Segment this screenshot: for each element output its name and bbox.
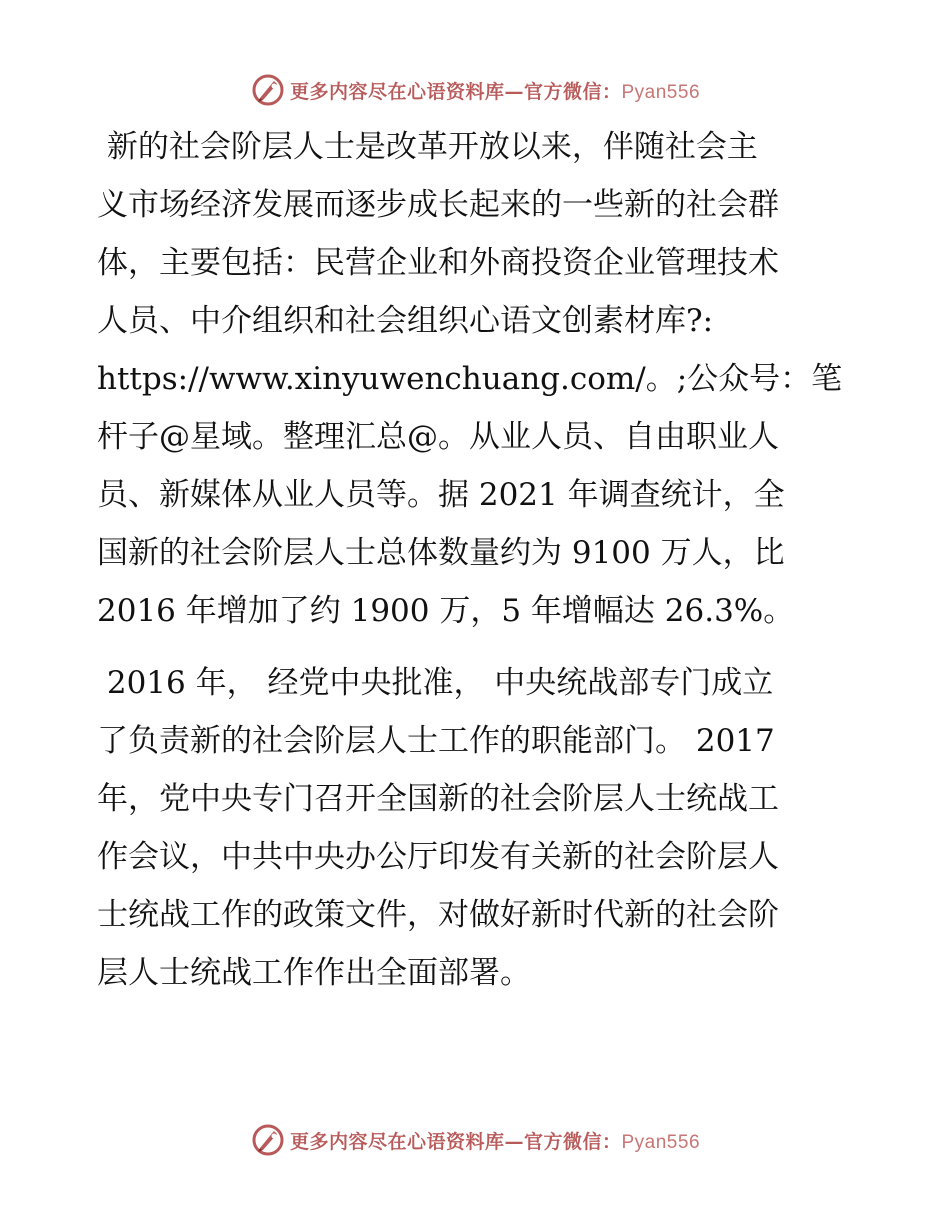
banner-text [290, 77, 700, 104]
text-line: 国新的社会阶层人士总体数量约为 9100 万人，比 [97, 535, 785, 571]
banner-wechat-id: Pyan556 [621, 1131, 701, 1153]
banner-text [290, 1127, 700, 1154]
footer-banner [0, 1120, 950, 1160]
banner-main-text: 更多内容尽在心语资料库—官方微信： [289, 80, 622, 103]
banner-main-text: 更多内容尽在心语资料库—官方微信： [289, 1130, 622, 1153]
text-line: 体，主要包括：民营企业和外商投资企业管理技术 [97, 245, 779, 281]
text-line: 员、新媒体从业人员等。据 2021 年调查统计，全 [97, 477, 785, 513]
text-line: 士统战工作的政策文件，对做好新时代新的社会阶 [97, 897, 779, 933]
text-line: https://www.xinyuwenchuang.com/。;公众号：笔 [97, 361, 843, 397]
text-line: 义市场经济发展而逐步成长起来的一些新的社会群 [97, 187, 779, 223]
pen-quill-logo-icon [250, 72, 286, 108]
paragraph-1 [97, 118, 857, 640]
paragraph-2 [97, 654, 857, 1002]
text-line: 新的社会阶层人士是改革开放以来，伴随社会主 [97, 129, 758, 165]
banner-wechat-id: Pyan556 [621, 81, 701, 103]
text-line: 人员、中介组织和社会组织心语文创素材库?: [97, 303, 714, 339]
text-line: 了负责新的社会阶层人士工作的职能部门。 2017 [97, 723, 775, 759]
text-line: 2016 年增加了约 1900 万，5 年增幅达 26.3%。 [97, 593, 795, 629]
paragraph-spacer [97, 640, 857, 654]
pen-quill-logo-icon [250, 1122, 286, 1158]
text-line: 2016 年， 经党中央批准， 中央统战部专门成立 [97, 665, 774, 701]
header-banner [0, 70, 950, 110]
document-body [97, 118, 857, 1002]
text-line: 层人士统战工作作出全面部署。 [97, 955, 531, 991]
text-line: 杆子@星域。整理汇总@。从业人员、自由职业人 [97, 419, 779, 455]
text-line: 年，党中央专门召开全国新的社会阶层人士统战工 [97, 781, 779, 817]
text-line: 作会议，中共中央办公厅印发有关新的社会阶层人 [97, 839, 779, 875]
